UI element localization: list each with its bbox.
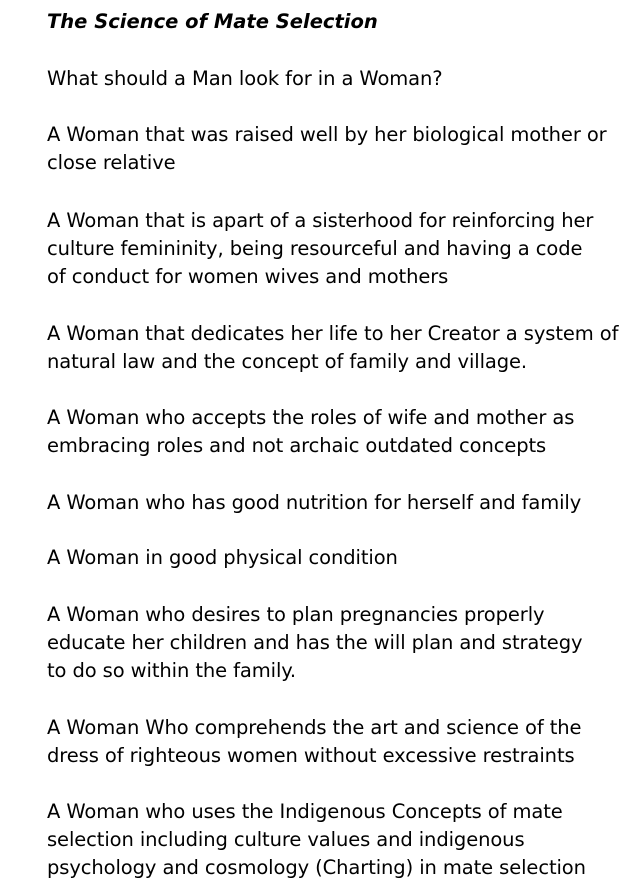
paragraph-physical-condition: A Woman in good physical condition — [47, 546, 398, 569]
document-title: The Science of Mate Selection — [47, 10, 378, 33]
paragraph-raised-well: A Woman that was raised well by her biological mother or close relative — [47, 123, 607, 174]
paragraph-sisterhood: A Woman that is apart of a sisterhood for reinforcing her culture femininity, being resourceful and having a code of conduct for women wives and mothers — [47, 209, 594, 288]
paragraph-creator: A Woman that dedicates her life to her Creator a system of natural law and the concept of family and village. — [47, 322, 619, 373]
paragraph-indigenous: A Woman who uses the Indigenous Concepts of mate selection including culture values and indigenous psychology and cosmology (Charting) in mate selection — [47, 800, 586, 879]
paragraph-question: What should a Man look for in a Woman? — [47, 67, 443, 90]
paragraph-dress: A Woman Who comprehends the art and science of the dress of righteous women without excessive restraints — [47, 716, 582, 767]
paragraph-nutrition: A Woman who has good nutrition for herself and family — [47, 491, 582, 514]
paragraph-pregnancies: A Woman who desires to plan pregnancies properly educate her children and has the will plan and strategy to do so within the family. — [47, 603, 583, 682]
paragraph-roles: A Woman who accepts the roles of wife and mother as embracing roles and not archaic outdated concepts — [47, 406, 575, 457]
